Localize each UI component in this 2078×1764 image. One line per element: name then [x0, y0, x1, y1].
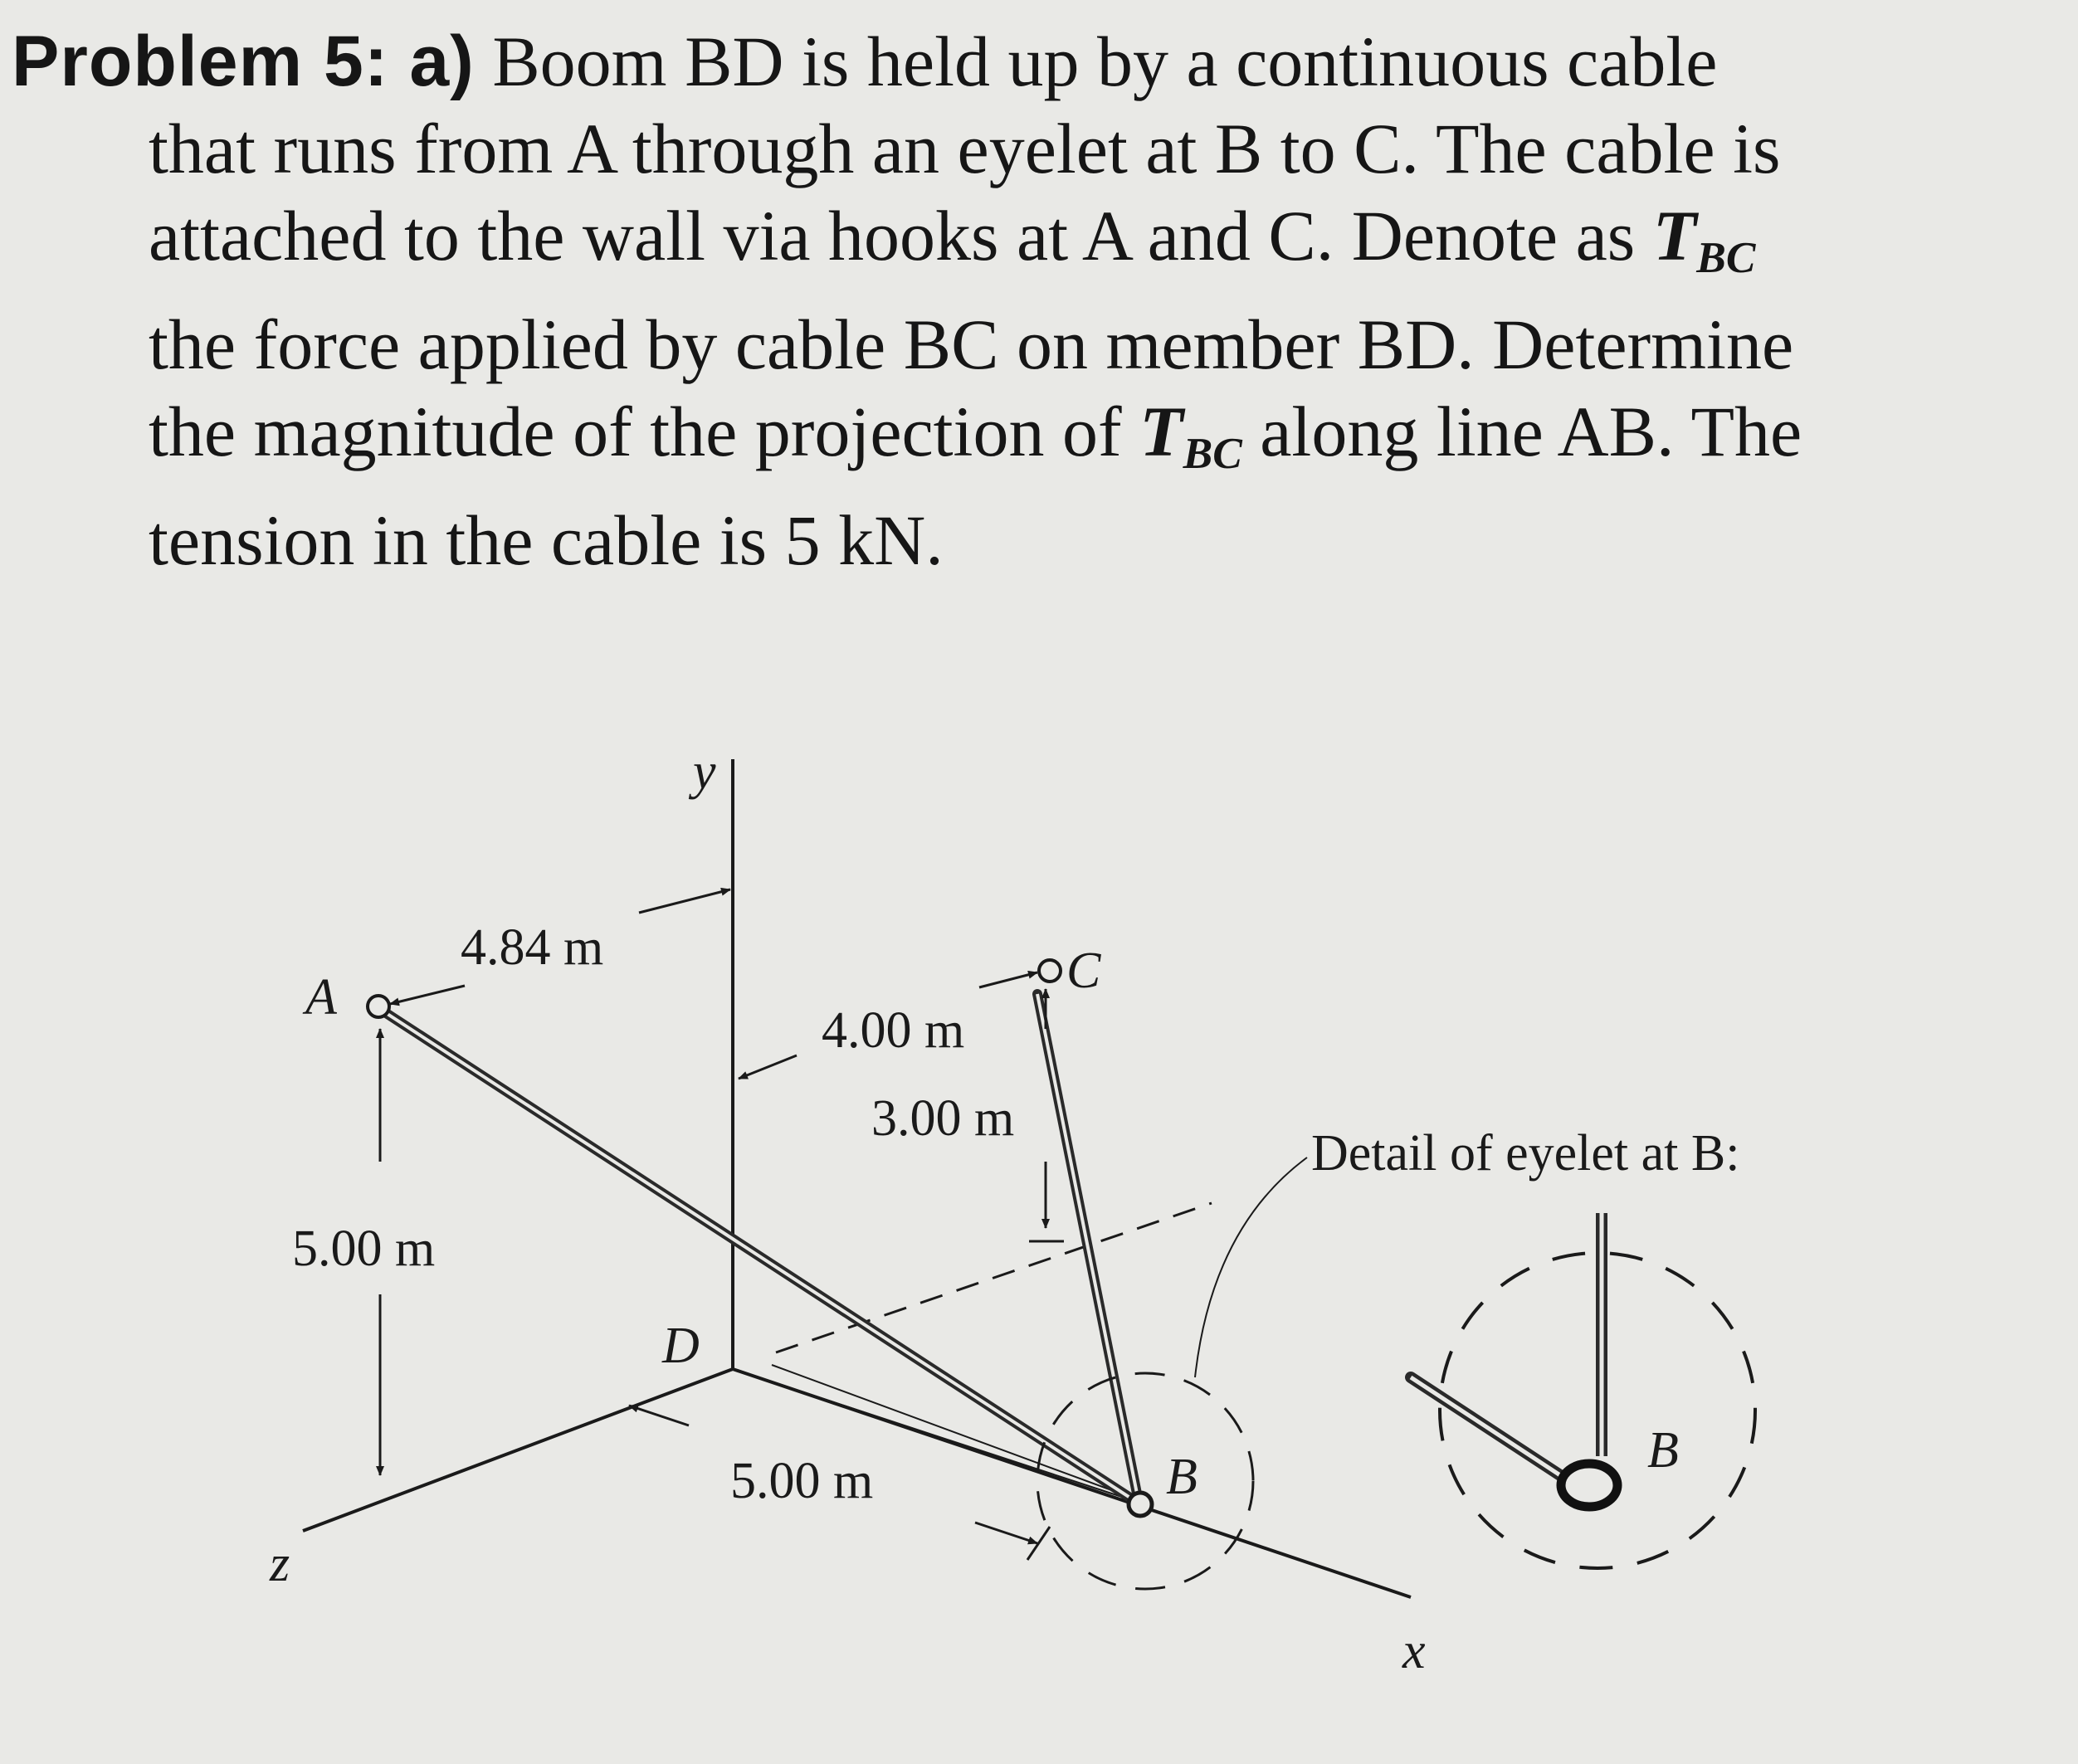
point-a-label: A	[305, 969, 337, 1026]
t-bc-symbol-2: $T_{BC}$	[1139, 391, 1242, 478]
dim-c-height-label: 3.00 m	[871, 1090, 1015, 1147]
hook-a	[368, 996, 389, 1017]
dim-c-horizontal-line	[979, 972, 1037, 987]
point-d-label: D	[662, 1318, 700, 1374]
dim-b-x-line	[975, 1523, 1037, 1543]
eyelet-b	[1129, 1493, 1152, 1516]
detail-b-label: B	[1647, 1422, 1679, 1479]
detail-title: Detail of eyelet at B:	[1311, 1125, 1740, 1182]
dashed-guide	[776, 1203, 1212, 1352]
point-c-label: C	[1066, 943, 1101, 999]
callout-leader	[1195, 1157, 1307, 1377]
point-b-label: B	[1166, 1449, 1198, 1505]
y-axis-label: y	[693, 743, 716, 800]
problem-line-5-post: along line AB. The	[1260, 391, 1802, 471]
t-bc-symbol: $T_{BC}$	[1652, 196, 1756, 282]
z-axis	[303, 1369, 733, 1531]
detail-eyelet-ring	[1561, 1464, 1617, 1507]
dim-a-height-label: 5.00 m	[292, 1221, 436, 1277]
dim-b-x-label: 5.00 m	[730, 1453, 874, 1509]
problem-line-1-text: Boom BD is held up by a continuous cable	[492, 22, 1718, 101]
problem-line-3-text: attached to the wall via hooks at A and C. Denote as	[149, 196, 1636, 275]
x-axis-label: x	[1402, 1623, 1426, 1679]
problem-line-4: the force applied by cable BC on member BD. Determine	[149, 304, 1794, 384]
problem-line-6: tension in the cable is 5 kN.	[149, 499, 944, 580]
problem-label: Problem 5: a)	[12, 22, 475, 101]
dim-c-horizontal-label: 4.00 m	[822, 1002, 965, 1059]
dim-a-horizontal-label: 4.84 m	[461, 919, 604, 976]
problem-line-5-pre: the magnitude of the projection of	[149, 391, 1122, 471]
hook-c	[1039, 960, 1061, 982]
dim-a-horizontal-line	[639, 889, 730, 913]
z-axis-label: z	[270, 1536, 290, 1592]
problem-line-2: that runs from A through an eyelet at B to C. The cable is	[149, 109, 1781, 188]
